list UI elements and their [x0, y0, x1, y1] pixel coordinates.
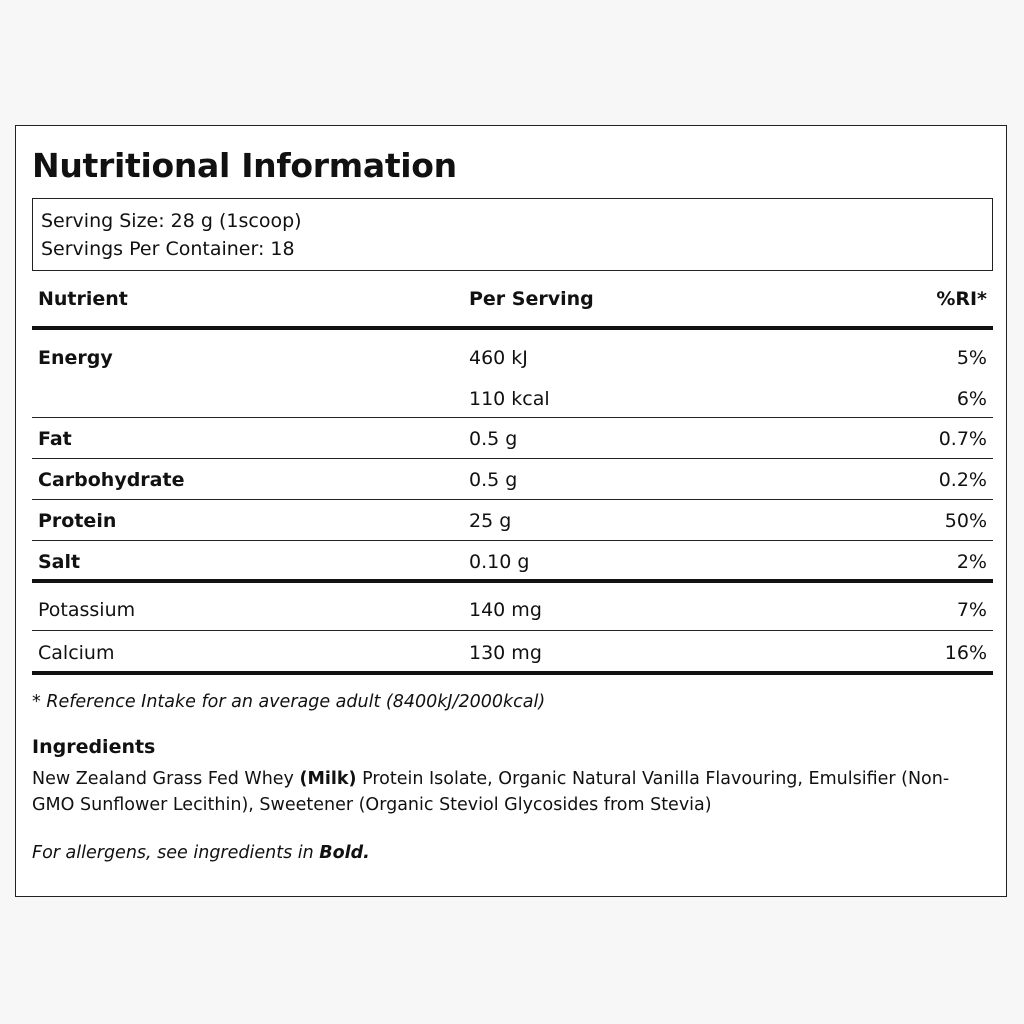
- ri-value: 50%: [944, 510, 987, 532]
- per-serving-value: 130 mg: [469, 642, 542, 664]
- header-nutrient: Nutrient: [38, 288, 128, 310]
- ri-value: 5%: [956, 347, 987, 369]
- allergen-note: [32, 839, 370, 867]
- servings-per-container: Servings Per Container: 18: [41, 238, 295, 260]
- nutrient-name: Potassium: [38, 599, 136, 621]
- ri-value: 16%: [944, 642, 987, 664]
- header-ri: %RI*: [936, 288, 987, 310]
- table-row-energy-kj: [32, 330, 993, 385]
- nutrient-name: Energy: [38, 347, 113, 369]
- ri-value: 0.2%: [938, 469, 987, 491]
- table-row-fat: [32, 418, 993, 459]
- ingredients-text-after: Protein Isolate, Organic Natural Vanilla Flavouring, Emulsifier (Non-GMO Sunflower Lecithin), Sweetener (Organic Steviol Glycosides from Stevia): [32, 769, 950, 815]
- table-row-protein: [32, 500, 993, 541]
- reference-intake-footnote: * Reference Intake for an average adult (8400kJ/2000kcal): [32, 692, 546, 712]
- ingredients-heading: Ingredients: [32, 736, 156, 758]
- table-row-calcium: [32, 631, 993, 675]
- ri-value: 2%: [956, 551, 987, 573]
- per-serving-value: 0.5 g: [469, 469, 518, 491]
- allergen-milk: (Milk): [299, 769, 357, 789]
- nutrient-name: Carbohydrate: [38, 469, 185, 491]
- table-row-energy-kcal: [32, 385, 993, 418]
- nutrition-panel: [15, 125, 1007, 897]
- ingredients-text: [32, 766, 982, 818]
- nutrient-name: Calcium: [38, 642, 115, 664]
- table-row-potassium: [32, 583, 993, 631]
- serving-size: Serving Size: 28 g (1scoop): [41, 210, 302, 232]
- table-row-salt: [32, 541, 993, 583]
- ingredients-text-before: New Zealand Grass Fed Whey: [32, 769, 300, 789]
- ri-value: 0.7%: [938, 428, 987, 450]
- page-title: Nutritional Information: [32, 146, 457, 185]
- per-serving-value: 25 g: [469, 510, 512, 532]
- per-serving-value: 110 kcal: [469, 388, 550, 410]
- nutrient-name: Fat: [38, 428, 72, 450]
- nutrient-name: Salt: [38, 551, 81, 573]
- header-per-serving: Per Serving: [469, 288, 594, 310]
- table-row-carbohydrate: [32, 459, 993, 500]
- per-serving-value: 140 mg: [469, 599, 542, 621]
- table-header-row: [32, 272, 993, 330]
- ri-value: 7%: [956, 599, 987, 621]
- per-serving-value: 0.5 g: [469, 428, 518, 450]
- per-serving-value: 0.10 g: [469, 551, 530, 573]
- nutrient-name: Protein: [38, 510, 117, 532]
- allergen-note-bold: Bold.: [319, 843, 370, 863]
- ri-value: 6%: [956, 388, 987, 410]
- nutrition-table: [32, 272, 993, 675]
- per-serving-value: 460 kJ: [469, 347, 528, 369]
- serving-info-box: [32, 198, 993, 271]
- allergen-note-text: For allergens, see ingredients in: [32, 843, 320, 863]
